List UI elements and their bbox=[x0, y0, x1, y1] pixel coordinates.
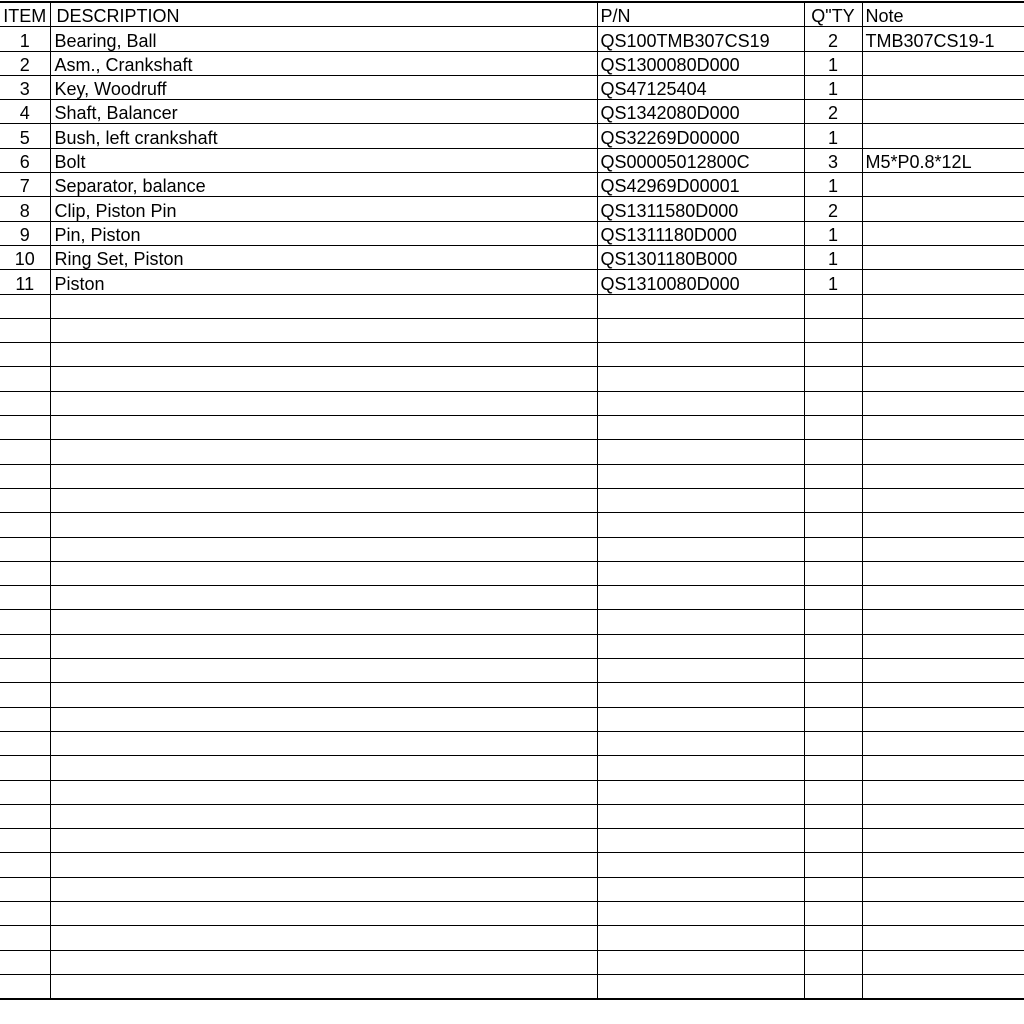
empty-table-row bbox=[0, 537, 1024, 561]
cell-note bbox=[862, 513, 1024, 537]
cell-note bbox=[862, 75, 1024, 99]
cell-description bbox=[50, 707, 597, 731]
cell-description: Ring Set, Piston bbox=[50, 245, 597, 269]
cell-item bbox=[0, 391, 50, 415]
empty-table-row bbox=[0, 610, 1024, 634]
cell-item: 1 bbox=[0, 27, 50, 51]
cell-item bbox=[0, 974, 50, 999]
cell-part-number bbox=[597, 586, 804, 610]
cell-part-number bbox=[597, 901, 804, 925]
cell-note bbox=[862, 440, 1024, 464]
cell-quantity bbox=[804, 659, 862, 683]
cell-description bbox=[50, 440, 597, 464]
cell-quantity bbox=[804, 464, 862, 488]
table-body bbox=[0, 27, 1024, 999]
cell-description bbox=[50, 513, 597, 537]
table-row bbox=[0, 197, 1024, 221]
empty-table-row bbox=[0, 367, 1024, 391]
cell-description bbox=[50, 634, 597, 658]
cell-item bbox=[0, 610, 50, 634]
cell-note bbox=[862, 659, 1024, 683]
cell-part-number bbox=[597, 877, 804, 901]
cell-note bbox=[862, 804, 1024, 828]
cell-part-number bbox=[597, 416, 804, 440]
cell-part-number bbox=[597, 926, 804, 950]
cell-quantity bbox=[804, 513, 862, 537]
cell-description: Clip, Piston Pin bbox=[50, 197, 597, 221]
cell-item: 8 bbox=[0, 197, 50, 221]
table-row bbox=[0, 27, 1024, 51]
cell-note bbox=[862, 974, 1024, 999]
cell-description: Bearing, Ball bbox=[50, 27, 597, 51]
empty-table-row bbox=[0, 756, 1024, 780]
cell-part-number bbox=[597, 974, 804, 999]
cell-description bbox=[50, 950, 597, 974]
cell-item bbox=[0, 877, 50, 901]
cell-part-number bbox=[597, 707, 804, 731]
cell-item bbox=[0, 464, 50, 488]
cell-description bbox=[50, 877, 597, 901]
empty-table-row bbox=[0, 294, 1024, 318]
cell-part-number: QS1301180B000 bbox=[597, 245, 804, 269]
cell-description: Shaft, Balancer bbox=[50, 100, 597, 124]
empty-table-row bbox=[0, 391, 1024, 415]
cell-description bbox=[50, 488, 597, 512]
cell-part-number bbox=[597, 683, 804, 707]
table-row bbox=[0, 173, 1024, 197]
cell-item bbox=[0, 561, 50, 585]
cell-part-number: QS00005012800C bbox=[597, 148, 804, 172]
cell-description: Bush, left crankshaft bbox=[50, 124, 597, 148]
cell-quantity bbox=[804, 731, 862, 755]
cell-description bbox=[50, 537, 597, 561]
cell-description bbox=[50, 853, 597, 877]
cell-part-number: QS1342080D000 bbox=[597, 100, 804, 124]
cell-description bbox=[50, 683, 597, 707]
cell-description bbox=[50, 926, 597, 950]
table-row bbox=[0, 270, 1024, 294]
cell-note bbox=[862, 100, 1024, 124]
empty-table-row bbox=[0, 926, 1024, 950]
cell-part-number bbox=[597, 464, 804, 488]
cell-quantity bbox=[804, 926, 862, 950]
cell-item bbox=[0, 367, 50, 391]
cell-note bbox=[862, 561, 1024, 585]
cell-part-number bbox=[597, 440, 804, 464]
empty-table-row bbox=[0, 488, 1024, 512]
cell-item bbox=[0, 901, 50, 925]
cell-description: Separator, balance bbox=[50, 173, 597, 197]
empty-table-row bbox=[0, 513, 1024, 537]
cell-part-number: QS1311580D000 bbox=[597, 197, 804, 221]
cell-quantity bbox=[804, 391, 862, 415]
table-row bbox=[0, 245, 1024, 269]
cell-quantity bbox=[804, 901, 862, 925]
parts-list-table bbox=[0, 1, 1024, 1000]
cell-part-number bbox=[597, 513, 804, 537]
cell-item: 6 bbox=[0, 148, 50, 172]
cell-description bbox=[50, 294, 597, 318]
cell-note bbox=[862, 731, 1024, 755]
cell-description bbox=[50, 659, 597, 683]
cell-item: 10 bbox=[0, 245, 50, 269]
cell-item bbox=[0, 634, 50, 658]
cell-quantity bbox=[804, 974, 862, 999]
table-row bbox=[0, 221, 1024, 245]
cell-note bbox=[862, 197, 1024, 221]
cell-item bbox=[0, 513, 50, 537]
cell-quantity bbox=[804, 780, 862, 804]
header-quantity: Q"TY bbox=[804, 2, 862, 27]
empty-table-row bbox=[0, 586, 1024, 610]
cell-note bbox=[862, 877, 1024, 901]
empty-table-row bbox=[0, 416, 1024, 440]
cell-quantity bbox=[804, 804, 862, 828]
cell-item bbox=[0, 926, 50, 950]
cell-quantity bbox=[804, 367, 862, 391]
cell-part-number bbox=[597, 537, 804, 561]
cell-part-number bbox=[597, 634, 804, 658]
cell-quantity: 1 bbox=[804, 124, 862, 148]
table-header-row bbox=[0, 2, 1024, 27]
cell-quantity: 3 bbox=[804, 148, 862, 172]
cell-part-number: QS1300080D000 bbox=[597, 51, 804, 75]
empty-table-row bbox=[0, 318, 1024, 342]
cell-note bbox=[862, 901, 1024, 925]
cell-quantity: 1 bbox=[804, 75, 862, 99]
cell-item bbox=[0, 343, 50, 367]
empty-table-row bbox=[0, 877, 1024, 901]
table-row bbox=[0, 148, 1024, 172]
table-row bbox=[0, 100, 1024, 124]
cell-quantity bbox=[804, 294, 862, 318]
header-note: Note bbox=[862, 2, 1024, 27]
cell-description bbox=[50, 780, 597, 804]
cell-quantity bbox=[804, 756, 862, 780]
cell-item bbox=[0, 488, 50, 512]
cell-item bbox=[0, 829, 50, 853]
cell-quantity: 1 bbox=[804, 221, 862, 245]
cell-note bbox=[862, 926, 1024, 950]
cell-part-number: QS1311180D000 bbox=[597, 221, 804, 245]
cell-item bbox=[0, 853, 50, 877]
cell-part-number bbox=[597, 780, 804, 804]
cell-item: 7 bbox=[0, 173, 50, 197]
empty-table-row bbox=[0, 659, 1024, 683]
cell-quantity: 2 bbox=[804, 197, 862, 221]
cell-part-number bbox=[597, 756, 804, 780]
cell-item: 5 bbox=[0, 124, 50, 148]
cell-part-number bbox=[597, 318, 804, 342]
cell-quantity bbox=[804, 440, 862, 464]
cell-part-number bbox=[597, 829, 804, 853]
cell-part-number: QS100TMB307CS19 bbox=[597, 27, 804, 51]
cell-part-number bbox=[597, 853, 804, 877]
empty-table-row bbox=[0, 561, 1024, 585]
empty-table-row bbox=[0, 950, 1024, 974]
cell-item bbox=[0, 731, 50, 755]
empty-table-row bbox=[0, 974, 1024, 999]
cell-item bbox=[0, 416, 50, 440]
cell-part-number bbox=[597, 731, 804, 755]
cell-item: 2 bbox=[0, 51, 50, 75]
cell-description bbox=[50, 901, 597, 925]
cell-part-number bbox=[597, 804, 804, 828]
empty-table-row bbox=[0, 683, 1024, 707]
cell-quantity: 1 bbox=[804, 245, 862, 269]
cell-note bbox=[862, 537, 1024, 561]
cell-note bbox=[862, 416, 1024, 440]
cell-description bbox=[50, 318, 597, 342]
cell-description: Piston bbox=[50, 270, 597, 294]
cell-description bbox=[50, 367, 597, 391]
cell-item bbox=[0, 804, 50, 828]
cell-description bbox=[50, 391, 597, 415]
empty-table-row bbox=[0, 464, 1024, 488]
empty-table-row bbox=[0, 780, 1024, 804]
cell-item: 3 bbox=[0, 75, 50, 99]
cell-description: Pin, Piston bbox=[50, 221, 597, 245]
cell-description bbox=[50, 829, 597, 853]
cell-note bbox=[862, 610, 1024, 634]
header-part-number: P/N bbox=[597, 2, 804, 27]
cell-note bbox=[862, 343, 1024, 367]
cell-note bbox=[862, 221, 1024, 245]
cell-item: 11 bbox=[0, 270, 50, 294]
cell-quantity: 1 bbox=[804, 270, 862, 294]
cell-part-number bbox=[597, 659, 804, 683]
cell-item bbox=[0, 294, 50, 318]
cell-quantity bbox=[804, 343, 862, 367]
cell-description: Bolt bbox=[50, 148, 597, 172]
cell-quantity bbox=[804, 853, 862, 877]
cell-part-number bbox=[597, 294, 804, 318]
cell-note bbox=[862, 780, 1024, 804]
cell-note bbox=[862, 367, 1024, 391]
cell-item bbox=[0, 707, 50, 731]
cell-item bbox=[0, 440, 50, 464]
cell-note bbox=[862, 464, 1024, 488]
table-row bbox=[0, 51, 1024, 75]
table-row bbox=[0, 124, 1024, 148]
cell-part-number bbox=[597, 488, 804, 512]
cell-quantity bbox=[804, 829, 862, 853]
cell-part-number: QS42969D00001 bbox=[597, 173, 804, 197]
cell-part-number: QS47125404 bbox=[597, 75, 804, 99]
cell-description bbox=[50, 464, 597, 488]
cell-item bbox=[0, 756, 50, 780]
cell-note bbox=[862, 950, 1024, 974]
cell-quantity bbox=[804, 683, 862, 707]
cell-item bbox=[0, 950, 50, 974]
cell-description bbox=[50, 561, 597, 585]
cell-description bbox=[50, 610, 597, 634]
cell-description bbox=[50, 804, 597, 828]
cell-item bbox=[0, 537, 50, 561]
cell-note: TMB307CS19-1 bbox=[862, 27, 1024, 51]
cell-item: 9 bbox=[0, 221, 50, 245]
cell-note bbox=[862, 853, 1024, 877]
empty-table-row bbox=[0, 634, 1024, 658]
cell-quantity bbox=[804, 318, 862, 342]
cell-quantity bbox=[804, 537, 862, 561]
cell-item bbox=[0, 780, 50, 804]
cell-description bbox=[50, 974, 597, 999]
cell-part-number bbox=[597, 610, 804, 634]
cell-quantity bbox=[804, 610, 862, 634]
cell-description: Key, Woodruff bbox=[50, 75, 597, 99]
cell-note bbox=[862, 318, 1024, 342]
cell-part-number bbox=[597, 950, 804, 974]
cell-quantity: 2 bbox=[804, 27, 862, 51]
cell-description bbox=[50, 416, 597, 440]
cell-quantity: 2 bbox=[804, 100, 862, 124]
cell-note bbox=[862, 124, 1024, 148]
empty-table-row bbox=[0, 707, 1024, 731]
cell-note bbox=[862, 391, 1024, 415]
cell-quantity: 1 bbox=[804, 173, 862, 197]
cell-note bbox=[862, 683, 1024, 707]
empty-table-row bbox=[0, 853, 1024, 877]
cell-note: M5*P0.8*12L bbox=[862, 148, 1024, 172]
cell-description bbox=[50, 343, 597, 367]
cell-part-number bbox=[597, 391, 804, 415]
cell-part-number: QS1310080D000 bbox=[597, 270, 804, 294]
cell-part-number bbox=[597, 343, 804, 367]
cell-item bbox=[0, 586, 50, 610]
cell-description bbox=[50, 756, 597, 780]
cell-quantity bbox=[804, 488, 862, 512]
cell-part-number: QS32269D00000 bbox=[597, 124, 804, 148]
empty-table-row bbox=[0, 829, 1024, 853]
cell-description bbox=[50, 731, 597, 755]
cell-quantity bbox=[804, 877, 862, 901]
cell-note bbox=[862, 829, 1024, 853]
cell-description: Asm., Crankshaft bbox=[50, 51, 597, 75]
cell-quantity: 1 bbox=[804, 51, 862, 75]
cell-note bbox=[862, 756, 1024, 780]
cell-part-number bbox=[597, 367, 804, 391]
empty-table-row bbox=[0, 804, 1024, 828]
empty-table-row bbox=[0, 343, 1024, 367]
table-row bbox=[0, 75, 1024, 99]
cell-note bbox=[862, 51, 1024, 75]
cell-note bbox=[862, 488, 1024, 512]
cell-quantity bbox=[804, 950, 862, 974]
empty-table-row bbox=[0, 440, 1024, 464]
cell-item: 4 bbox=[0, 100, 50, 124]
cell-quantity bbox=[804, 707, 862, 731]
cell-note bbox=[862, 707, 1024, 731]
cell-quantity bbox=[804, 586, 862, 610]
cell-quantity bbox=[804, 561, 862, 585]
cell-item bbox=[0, 659, 50, 683]
cell-note bbox=[862, 270, 1024, 294]
cell-quantity bbox=[804, 634, 862, 658]
cell-item bbox=[0, 683, 50, 707]
empty-table-row bbox=[0, 901, 1024, 925]
cell-note bbox=[862, 586, 1024, 610]
cell-item bbox=[0, 318, 50, 342]
cell-note bbox=[862, 245, 1024, 269]
header-item: ITEM bbox=[0, 2, 50, 27]
cell-note bbox=[862, 634, 1024, 658]
cell-part-number bbox=[597, 561, 804, 585]
cell-description bbox=[50, 586, 597, 610]
header-description: DESCRIPTION bbox=[50, 2, 597, 27]
cell-note bbox=[862, 173, 1024, 197]
empty-table-row bbox=[0, 731, 1024, 755]
cell-note bbox=[862, 294, 1024, 318]
cell-quantity bbox=[804, 416, 862, 440]
